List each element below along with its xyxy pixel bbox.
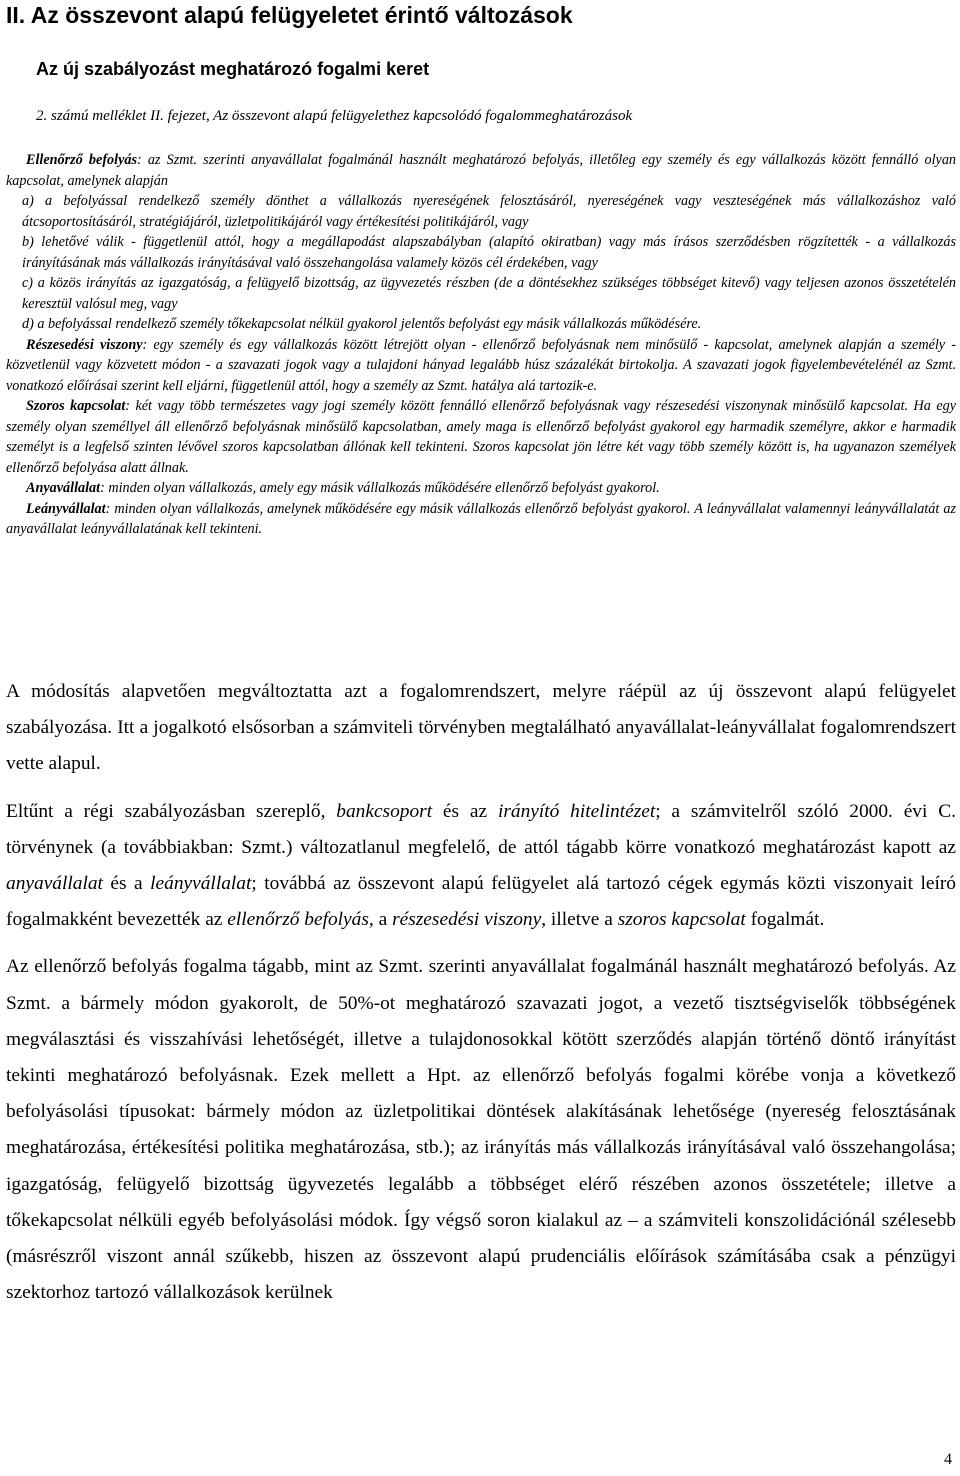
text-run: ; a számvitelről szóló 2000. évi C. törvénynek (a továbbiakban: Szmt.) változatlanul megfelelő, de attól tágabb körre vonatkozó meghatározást kapott az — [6, 800, 956, 858]
section-heading: II. Az összevont alapú felügyeletet érintő változások — [6, 2, 573, 28]
paragraph-3: Az ellenőrző befolyás fogalma tágabb, mint az Szmt. szerinti anyavállalat fogalmánál használt meghatározó befolyás. Az Szmt. a bármely módon gyakorolt, de 50%-ot meghatározó szavazati jogot, a vezető tisztségviselők többségének megválasztási és visszahívási lehetőségét, illetve a tulajdonosokkal kötött szerződés alapján történő döntő irányítást tekinti meghatározó befolyásnak. Ezek mellett a Hpt. az ellenőrző befolyás fogalmi körébe vonja a következő befolyásolási típusokat: bármely módon az üzletpolitikai döntések alakításának lehetősége (nyereség felosztásának meghatározása, értékesítési politika meghatározása, stb.); az irányítás más vállalkozás irányításával való összehangolása; igazgatóság, felügyelő bizottság ügyvezetés legalább a többséget elérő részében azonos összetétele; illetve a tőkekapcsolat nélküli egyéb befolyásolási módok. Így végső soron kialakul az – a számviteli konszolidációnál szélesebb (másrészről viszont annál szűkebb, hiszen az összevont alapú prudenciális előírások számításába csak a pénzügyi szektorhoz tartozó vállalkozások kerülnek — [6, 956, 956, 1304]
definition-term: Szoros kapcsolat — [26, 398, 126, 414]
text-run: , a — [368, 909, 393, 931]
text-run: és az — [432, 800, 498, 822]
annex-reference: 2. számú melléklet II. fejezet, Az összevont alapú felügyelethez kapcsolódó fogalommeghatározások — [36, 108, 633, 124]
body-text — [6, 674, 956, 1311]
definition-item-a: a) a befolyással rendelkező személy dönthet a vállalkozás nyereségének felosztásáról, nyereségének vagy veszteségének más vállalkozáshoz való átcsoportosításáról, stratégiájáról, üzletpolitikájáról vagy értékesítési politikájáról, vagy — [22, 193, 956, 230]
definition-ellenorzo-befolyas — [6, 150, 956, 191]
definition-leanyvallalat — [6, 499, 956, 540]
text-run: , illetve a — [541, 909, 618, 931]
definition-item-d: d) a befolyással rendelkező személy tőkekapcsolat nélkül gyakorol jelentős befolyást egy másik vállalkozás működésére. — [22, 316, 702, 332]
text-run: és a — [102, 873, 151, 895]
definition-text: : az Szmt. szerinti anyavállalat fogalmánál használt meghatározó befolyás, illetőleg egy személy és egy vállalkozás között fennálló olyan kapcsolat, amelynek alapján — [6, 152, 957, 189]
definition-text: : minden olyan vállalkozás, amelynek működésére egy másik vállalkozás ellenőrző befolyást gyakorol. A leányvállalat valamennyi leányvállalatát az anyavállalat leányvállalatának kell tekinteni. — [6, 500, 956, 537]
definition-term: Anyavállalat — [26, 480, 101, 496]
definition-term: Részesedési viszony — [26, 336, 143, 353]
definition-text: : két vagy több természetes vagy jogi személy között fennálló ellenőrző befolyásnak vagy részesedési viszonynak minősülő kapcsolat. Ha egy személy olyan személlyel áll ellenőrző befolyásnak minősülő kapcsolatban, amely maga is ellenőrző befolyást gyakorol egy harmadik személyre, akkor e harmadik személyt is a legfelső szinten lévővel szoros kapcsolatban állónak kell tekinteni. Szoros kapcsolat jön létre két vagy több személy között is, ha ugyanazon személyek ellenőrző befolyása alatt állnak. — [6, 398, 957, 476]
emphasis-leanyvallalat: leányvállalat — [150, 873, 252, 895]
definition-text: : egy személy és egy vállalkozás között létrejött olyan - ellenőrző befolyásnak nem minősülő - kapcsolat, amelynek alapján a személy - közvetlenül vagy közvetett módon - a szavazati jogok vagy a tulajdoni hányad legalább húsz százalékát birtokolja. A szavazati jogok figyelembevételénél az Szmt. vonatkozó előírásai szerint kell eljárni, függetlenül attól, hogy a személy az Szmt. hatálya alá tartozik-e. — [6, 336, 956, 394]
emphasis-iranyito-hitelintezet: irányító hitelintézet — [497, 800, 656, 822]
paragraph-1: A módosítás alapvetően megváltoztatta azt a fogalomrendszert, melyre ráépül az új összevont alapú felügyelet szabályozása. Itt a jogalkotó elsősorban a számviteli törvényben megtalálható anyavállalat-leányvállalat fogalomrendszert vette alapul. — [6, 681, 956, 775]
text-run: ; továbbá az összevont alapú felügyelet alá tartozó cégek egymás közti viszonyait leíró fogalmakként bevezették az — [6, 873, 956, 931]
definition-reszesedesi-viszony — [6, 335, 956, 397]
definition-term: Leányvállalat — [26, 500, 106, 517]
page-number: 4 — [944, 1451, 952, 1468]
emphasis-reszesedesi-viszony: részesedési viszony — [392, 909, 542, 931]
section-subheading: Az új szabályozást meghatározó fogalmi keret — [36, 59, 430, 79]
definition-item-c: c) a közös irányítás az igazgatóság, a felügyelő bizottság, az ügyvezetés részben (de a döntésekhez szükséges többséget kitevő) vagy teljesen azonos összetételén keresztül valósul meg, vagy — [22, 275, 956, 312]
emphasis-anyavallalat: anyavállalat — [6, 873, 103, 895]
definition-anyavallalat — [6, 478, 956, 499]
emphasis-bankcsoport: bankcsoport — [336, 800, 433, 822]
text-run: Eltűnt a régi szabályozásban szereplő, — [6, 800, 337, 822]
emphasis-szoros-kapcsolat: szoros kapcsolat — [617, 909, 746, 931]
paragraph-2 — [6, 794, 956, 939]
definition-item-b: b) lehetővé válik - függetlenül attól, hogy a megállapodást alapszabályban (alapító okiratban) vagy más írásos szerződésben rögzítették - a vállalkozás irányításának más vállalkozás irányításával való összehangolása valamely közös cél érdekében, vagy — [22, 234, 956, 271]
definition-szoros-kapcsolat — [6, 396, 956, 478]
text-run: fogalmát. — [745, 909, 825, 931]
definition-term: Ellenőrző befolyás — [26, 152, 137, 168]
definition-text: : minden olyan vállalkozás, amely egy másik vállalkozás működésére ellenőrző befolyást gyakorol. — [100, 480, 660, 496]
emphasis-ellenorzo-befolyas: ellenőrző befolyás — [227, 909, 369, 931]
definitions-block — [6, 150, 956, 540]
